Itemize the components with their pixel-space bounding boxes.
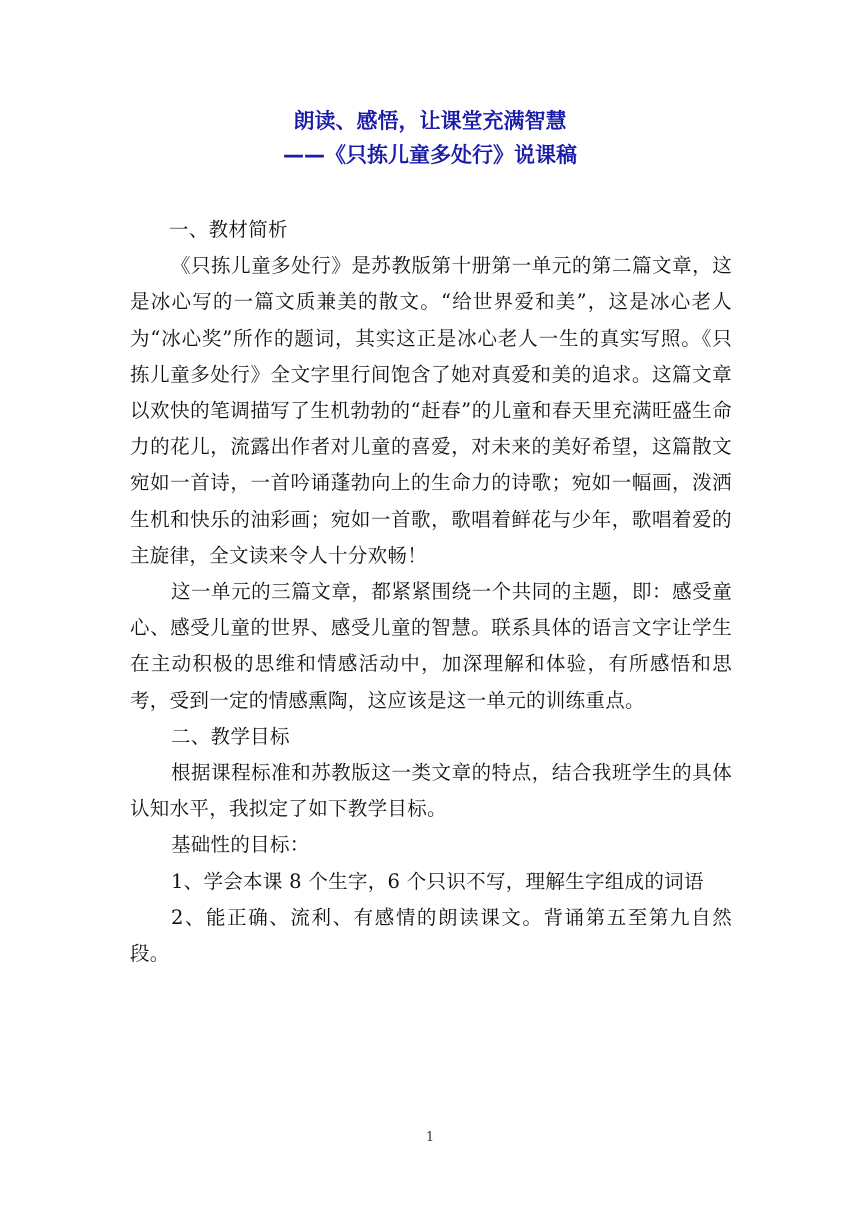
paragraph: 这一单元的三篇文章，都紧紧围绕一个共同的主题，即：感受童心、感受儿童的世界、感受儿童的智慧。联系具体的语言文字让学生在主动积极的思维和情感活动中，加深理解和体验，有所感悟和思考，受到一定的情感熏陶，这应该是这一单元的训练重点。 xyxy=(130,580,732,712)
document-title xyxy=(0,104,860,172)
list-item: 2、能正确、流利、有感情的朗读课文。背诵第五至第九自然段。 xyxy=(130,905,732,966)
document-body xyxy=(130,212,732,972)
list-item: 1、学会本课 8 个生字，6 个只识不写，理解生字组成的词语 xyxy=(170,869,704,893)
title-subtitle: ——《只拣儿童多处行》说课稿 xyxy=(283,143,577,167)
paragraph: 基础性的目标： xyxy=(170,833,310,857)
paragraph: 《只拣儿童多处行》是苏教版第十册第一单元的第二篇文章，这是冰心写的一篇文质兼美的散文。“给世界爱和美”，这是冰心老人为“冰心奖”所作的题词，其实这正是冰心老人一生的真实写照。《只拣儿童多处行》全文字里行间饱含了她对真爱和美的追求。这篇文章以欢快的笔调描写了生机勃勃的“赶春”的儿童和春天里充满旺盛生命力的花儿，流露出作者对儿童的喜爱，对未来的美好希望，这篇散文宛如一首诗，一首吟诵蓬勃向上的生命力的诗歌；宛如一幅画，泼洒生机和快乐的油彩画；宛如一首歌，歌唱着鲜花与少年，歌唱着爱的主旋律，全文读来令人十分欢畅！ xyxy=(130,254,732,567)
page-number: 1 xyxy=(425,1130,435,1145)
paragraph: 根据课程标准和苏教版这一类文章的特点，结合我班学生的具体认知水平，我拟定了如下教学目标。 xyxy=(130,761,732,821)
section-heading-textbook-analysis: 一、教材简析 xyxy=(169,218,288,241)
title-main: 朗读、感悟，让课堂充满智慧 xyxy=(293,109,567,133)
section-heading-teaching-goals: 二、教学目标 xyxy=(170,724,290,748)
